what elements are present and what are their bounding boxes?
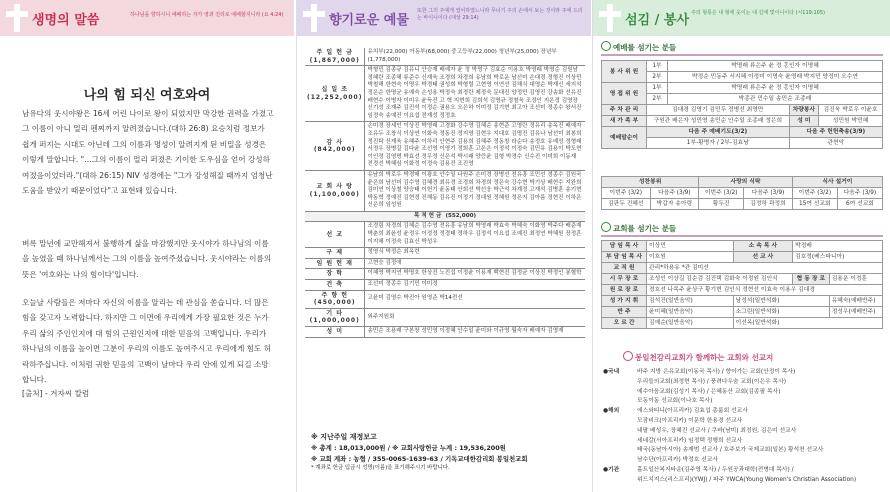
circle-icon bbox=[623, 351, 633, 361]
offering-names: 손미경 장세인 이상진 박영래 고경화 강수영 김혜순 송현준 고영란 정유리 송옥진 배예자 조유두 조창식 이상연 이화숙 정동진 정지영 김현우 지대호 김명진 김유나 남선미 최봉희 정진탁 신재욱 유혜주 이하리 안현주 김용희 김혜주 정동창 라순다 송정호 유예성 정형래 서정우 장병길 김다윤 조선영 이영기 정희훈 고은은 이정석 이정숙 김민유 김용이 박도현 이인정 김영명 박효선 정우정 신은석 박시래 양증윤 김형 박경수 신수진 이미희 이동재 전경선 박혜심 이화정 이정숙 김용진 조진영 bbox=[365, 122, 585, 171]
offering-names: 유치부(22,000) 아동부(68,000) 중고등부(22,000) 청년부(25,000) 장년부(1,778,000) bbox=[365, 48, 585, 66]
offering-row bbox=[305, 211, 585, 222]
offerings-table bbox=[305, 48, 585, 338]
offering-names: 고현승 김정애 bbox=[365, 258, 585, 269]
mission-text: 위드치지스(리스프리)(YWJ) / 파주 YWCA(Young Women's Christian Association) bbox=[637, 476, 857, 483]
offering-label: 구 제 bbox=[305, 248, 365, 259]
section-title: 봉일천감리교회가 함께하는 교회와 선교지 bbox=[623, 351, 773, 363]
offering-row bbox=[305, 280, 585, 291]
circle-icon bbox=[601, 41, 611, 51]
article-paragraph: 남유다의 웃시야왕은 16세 어린 나이로 왕이 되었지만 막강한 권력을 가졌고 그 이름이 아니 멀리 펜찌까지 알려졌습니다.(대하 26:8) 요승치럼 정보가 쉽게 퍼지는 시대도 아닌데 그의 이름과 명성이 알려지게 된 비밀을 성경은 이렇게 말합니다. "…그의 이름이 멀리 퍼졌은 기이한 도우심을 얻어 강성하여졌음이었더라."(대하 26:15) NIV 성경에는 "그가 강성해질 때까지 엄청난 도움을 받았기 때문이었다"고 표현돼 있습니다. bbox=[22, 109, 274, 196]
mission-item bbox=[603, 446, 885, 456]
offering-row bbox=[305, 122, 585, 171]
mission-item bbox=[603, 388, 885, 398]
mission-text: 태국(동남아시아) 송재범 선교사 / 호주보가 국제교회(일본) 황석천 선교사 bbox=[637, 447, 824, 454]
header-verse: 하나님을 향하시니 예배하는 자가 영과 진리로 예배할지니라 (요 4:24) bbox=[130, 12, 284, 18]
offering-row bbox=[305, 222, 585, 248]
mission-category bbox=[603, 427, 637, 437]
offering-label: 선 교 bbox=[305, 222, 365, 248]
offering-row bbox=[305, 269, 585, 280]
finance-note: * 계좌로 헌금 입금시 성명(이름)을 표기해주시기 바랍니다. bbox=[311, 465, 450, 471]
offering-row bbox=[305, 308, 585, 326]
mission-item bbox=[603, 427, 885, 437]
offering-subheader: 목 적 헌 금 (552,000) bbox=[305, 211, 585, 222]
mission-category bbox=[603, 388, 637, 398]
article-paragraph: 오늘날 사람들은 저마다 자신의 이름을 알리는 데 관심을 쏟습니다. 더 많은 힘을 갖고자 노력합니다. 하지만 그 이면에 우리에게 가장 필요한 것은 누가 우리 삶의 주인인지에 대 힘의 근원인지에 대한 믿음의 고백입니다. 우리가 하나님의 이름을 높이면 그분이 우리의 이름도 높여주시고 우리에게 힘도 허락하주십니다. 이처럼 귀한 믿음의 고백이 날마다 우리 안에 있게 되길 소망합니다. bbox=[22, 298, 272, 385]
article-paragraph: 벼록 말년에 교만해져서 불행하게 삶을 마감했지만 웃시야가 하나님의 이름을 높였을 때 하나님께서는 그의 이름을 높여주셨습니다. 웃시야라는 이름의 뜻은 '여호와는 나의 힘이다'입니다. bbox=[22, 239, 272, 279]
mission-category: ●기관 bbox=[603, 466, 620, 473]
offering-label: 십 일 조 (12,252,000) bbox=[305, 66, 365, 122]
article-title: 나의 힘 되신 여호와여 bbox=[83, 88, 211, 103]
offering-names: 조선미 정종수 김기민 이미정 bbox=[365, 280, 585, 291]
mission-category: ●국내 bbox=[603, 369, 620, 375]
offering-label: 주 향 헌 (450,000) bbox=[305, 290, 365, 308]
offering-label: 감 사 (842,000) bbox=[305, 122, 365, 171]
offering-label: 주 일 헌 금 (1,867,000) bbox=[305, 48, 365, 66]
row-label: 주 차 관 리 bbox=[602, 105, 647, 116]
offering-names: 이혜영 박지연 박명호 한상진 노진섭 이정윤 이용재 백현진 김정균 이상진 박정인 봉혈학 bbox=[365, 269, 585, 280]
meal-duty-table: 성찬봉위 사랑의 식탁 식사 설거이 이번주 (3/2) 다음주 (3/9) 이번주 (3/2) 다음주 (3/9) 이번주 (3/2) 다음주 (3/9) 김판두 진혜선 박갑자 송아령 황두진 김정하 곽정희 15여 선교회 6여 선교회 bbox=[601, 176, 883, 210]
offering-label: 교 회 사 랑 (1,100,000) bbox=[305, 170, 365, 211]
cross-icon bbox=[599, 4, 621, 32]
offering-names: 정영식 박정순 최옥련 bbox=[365, 248, 585, 259]
mission-text: 예수아음교회(김성기 목사) / 은혜동산 교회(김종필 목사) bbox=[637, 388, 781, 395]
panel-header bbox=[593, 0, 890, 36]
offering-label: 기 타 (1,000,000) bbox=[305, 308, 365, 326]
offering-names: 박형민 김종규 김유니 안승재 배예자 윤 정 박명구 김효순 이용호 박영래 박영순 김원남 정혜란 조종혜 류준수 신재욱 조경희 차경희 유남희 박로운 남선미 손대경 정형진 이상민 박철해 한현숙 이명우 박경태 권성희 박형렬 고현영 이연선 김해식 대영순 박재신 세지석 정은순 한명균 유예숙 손성용 박정숙 최경란 제정숙 문대진 양정민 김영진 강송화 선유진 배현수 이병자 이미우 윤득진 고 혁 지현희 김희석 김명규 정철욱 조정인 지은정 김영장 신기성 조재주 김진석 이정순 권용오 오은하 이미정 김기현 최고아 조선미 정종수 왕서진 임정숙 송예진 이요섭 전재성 정정호 bbox=[365, 66, 585, 122]
section-title: 예배를 섬기는 분들 bbox=[601, 41, 676, 53]
offering-names: 외주지원회 bbox=[365, 308, 585, 326]
mission-text: 우리들의교회(최정현 목사) / 풍려다우숨 교회(이은우 목사) bbox=[637, 378, 787, 385]
mission-text: 에스와티니(아프리카) 김효섭 총룸회 선교사 bbox=[637, 408, 748, 415]
offering-row bbox=[305, 66, 585, 122]
offering-label: 임 원 헌 재 bbox=[305, 258, 365, 269]
mission-category bbox=[603, 397, 637, 407]
mission-list bbox=[603, 368, 885, 486]
circle-icon bbox=[601, 222, 611, 232]
header-verse: 주의 형통은 내 형에 웃이는 내 길에 빛이니이다 (시119:105) bbox=[691, 10, 825, 16]
panel-header bbox=[297, 0, 591, 36]
offering-label: 성 미 bbox=[305, 327, 365, 338]
offering-row bbox=[305, 290, 585, 308]
mission-category bbox=[603, 417, 637, 427]
offering-names: 송민순 조용래 구본창 성민영 이정혜 안수일 윤미와 이규영 월숙자 배예자 김영재 bbox=[365, 327, 585, 338]
row-label: 예배말순이 bbox=[602, 127, 647, 149]
mission-item bbox=[603, 368, 885, 378]
mission-category bbox=[603, 437, 637, 447]
finance-note: ※ 교회 계좌 : 농협 / 355-0065-1639-63 / 기독교대한감리회 봉일천교회 bbox=[311, 455, 528, 463]
mission-item bbox=[603, 466, 885, 476]
mission-text: 홀트일산복지타운(김주영 목사) / 두원공과대학(전병대 목사) / bbox=[637, 466, 794, 473]
divider bbox=[601, 54, 883, 56]
mission-item bbox=[603, 476, 885, 486]
finance-notes bbox=[311, 432, 581, 472]
offering-label: 장 학 bbox=[305, 269, 365, 280]
mission-text: 남수단(아프리카) 박정호 선교사 bbox=[637, 457, 719, 464]
offering-names: 유남희 박로우 박경매 이광호 안수일 나원주 손미경 장병선 전유흥 조민선 정종수 김원국 윤은희 남선미 김수영 김혜경 최유경 조경희 차경희 정은숙 강수현 박기상 배현수 지완희 김미연 이상철 양승태 이헌기 윤동태 안희선 박선웅 박근석 차계정 고재석 김병훈 송기현 박동혁 정예진 김현정 진해동 김유진 이정기 정대원 정혜원 정은지 김아름 정현진 이하은 신은희 임성원 bbox=[365, 170, 585, 211]
mission-item bbox=[603, 417, 885, 427]
divider bbox=[601, 235, 883, 237]
mission-item bbox=[603, 378, 885, 388]
offering-row bbox=[305, 327, 585, 338]
mission-item bbox=[603, 456, 885, 466]
panel-title: 섬김 / 봉사 bbox=[625, 13, 690, 28]
section-title: 교회를 섬기는 분들 bbox=[601, 222, 676, 234]
offering-names: 고윤미 김영수 박진아 원영준 박14전선 bbox=[365, 290, 585, 308]
offering-row bbox=[305, 48, 585, 66]
service-panel bbox=[592, 0, 890, 492]
panel-title: 생명의 말씀 bbox=[32, 13, 100, 28]
row-label: 새 가 족 부 bbox=[602, 116, 647, 127]
mission-text: 바주 지방 은유교회(이동국 목사) / 향이가는 교회(안정이 목사) bbox=[637, 369, 796, 375]
mission-text: 모잠비크(아프리카) 이문학 한용경 선교사 bbox=[637, 417, 743, 424]
offerings-panel bbox=[296, 0, 591, 492]
article-source: [출처] - 겨자씨 칼럼 bbox=[22, 389, 90, 398]
row-label: 봉 사 위 원 bbox=[602, 61, 647, 83]
mission-text: 모동이동 선교회(이나호 목사) bbox=[637, 398, 713, 405]
mission-category bbox=[603, 456, 637, 466]
finance-note: ※ 총계 : 18,013,000원 / ※ 교회사랑헌금 누계 : 19,536,200원 bbox=[311, 444, 506, 452]
cross-icon bbox=[6, 4, 28, 32]
row-label: 영 접 위 원 bbox=[602, 83, 647, 105]
panel-header bbox=[0, 0, 294, 36]
mission-category: ●해외 bbox=[603, 408, 620, 415]
mission-category bbox=[603, 378, 637, 388]
mission-category bbox=[603, 446, 637, 456]
mission-category bbox=[603, 476, 637, 486]
worship-service-table: 봉 사 위 원 1부 박명래 류은주 윤 정 홍인자 이명혜 2부 박정순 민동주 서지혜 이정미 이명숙 윤영래 박지민 양정미 오수연 영 접 위 원 1부 박명래 류은주 윤 정 홍인자 이명혜 2부 박종관 민수일 송민순 조종래 주 차 관 리 김대경 김영기 김민두 정병선 최영만 차량봉사 김진욱 박로우 이윤호 새 가 족 부 구원관 배은자 성민영 송민순 안수일 조종래 정은희 성 미 성민원 박민혜 예배말순이 다음 주 예배기도(3/2) 다음 주 헌헌축송(3/9) 1부-황병자 / 2부-김효남 관현악 bbox=[601, 60, 883, 149]
offering-row bbox=[305, 248, 585, 259]
mission-item bbox=[603, 397, 885, 407]
offering-names: 조경림 차경희 김혜순 김수영 전유흥 유남희 박영래 박효숙 박혜숙 이화영 박주다 배준재 박춘희 최윤성 윤정우 이정정 정경태 정하우 김정석 이요섭 조예진 최정연 박혜원 장정흔 이지혜 이정숙 김효신 박성우 bbox=[365, 222, 585, 248]
word-of-life-panel bbox=[0, 0, 294, 492]
church-staff-table: 담 임 목 사 이상민 소 속 목 사 박정배 부 담 임 목 사 이호원 선 교 사 김호정(베스파니아) 교 직 원 관리*하용유 *관 김미선 시 무 장 로 조성인 이상길 김순검 김진택 김화숙 이정원 김인식 협 동 장 로 김용운 이정훈 원 로 장 로 정호선 나목주 윤상구 황기현 김인식 정현선 이효숙 이용우 김대경 성 가 지 휘 김석진(일반음악) 남성석(일반석화) 유혜숙(예배반주) 반 주 윤미혜(일반음악) 소그린(일반석화) 정성우(예배반주) 오 르 간 김예순(일반음악) 이선옥(일반석화) bbox=[601, 240, 883, 329]
offering-row bbox=[305, 258, 585, 269]
panel-title: 향기로운 예물 bbox=[329, 13, 409, 28]
mission-text: 세네갈(서아프리카) 임정택 정행희 선교사 bbox=[637, 437, 743, 444]
mission-text: 네팔 배성우, 장혜진 선교사 / 쿠바(남미) 최정원, 김은미 선교사 bbox=[637, 427, 797, 434]
offering-label: 건 축 bbox=[305, 280, 365, 291]
mission-item bbox=[603, 407, 885, 417]
header-verse: 또한 그의 주에게 열어하였느니라 무너기 주의 손에서 보는 것이라 주에 드리는 바이니이다 (대상 29:14) bbox=[417, 8, 583, 21]
finance-note: ※ 지난주일 재정보고 bbox=[311, 433, 377, 441]
cross-icon bbox=[303, 4, 325, 32]
mission-item bbox=[603, 437, 885, 447]
offering-row bbox=[305, 170, 585, 211]
